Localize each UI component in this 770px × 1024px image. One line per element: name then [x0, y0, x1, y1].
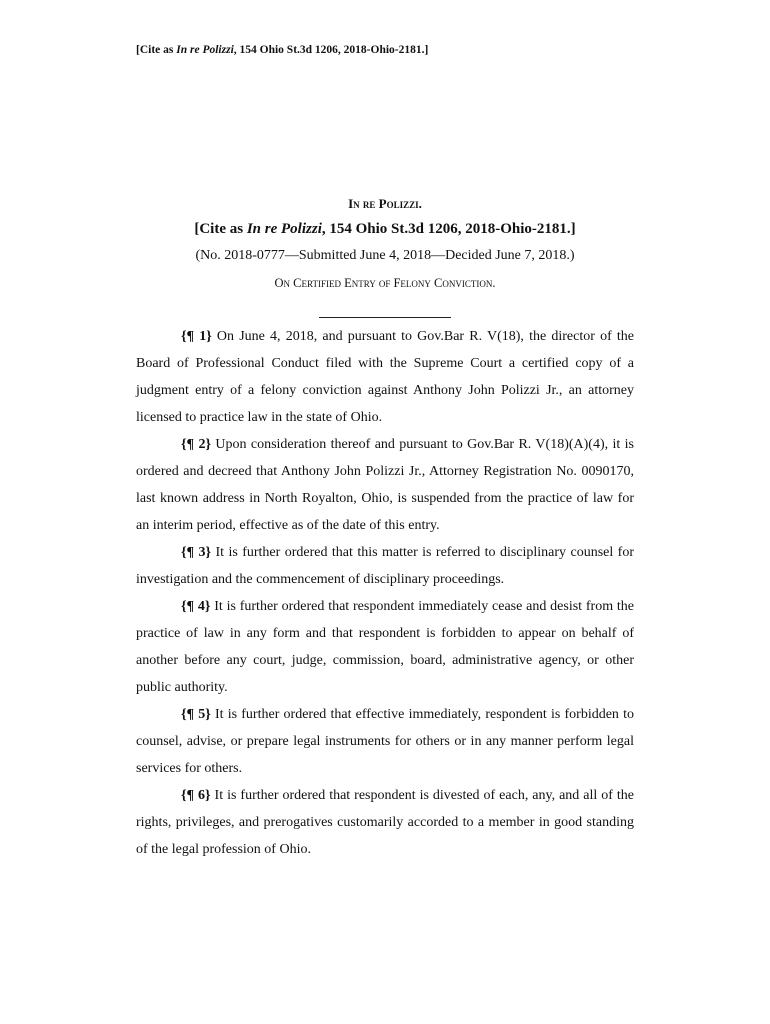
header-cite-suffix: , 154 Ohio St.3d 1206, 2018-Ohio-2181.]: [233, 44, 429, 56]
paragraph-4: [136, 593, 634, 701]
paragraph-text: It is further ordered that this matter is referred to disciplinary counsel for investigation and the commencement of disciplinary proceedings.: [136, 545, 635, 587]
citation-prefix: [Cite as: [194, 221, 247, 237]
citation-case: In re Polizzi: [246, 221, 322, 237]
paragraph-text: It is further ordered that effective immediately, respondent is forbidden to counsel, advise, or prepare legal instruments for others or in any manner perform legal services for others.: [136, 707, 635, 776]
separator-rule: [319, 317, 451, 318]
citation-suffix: , 154 Ohio St.3d 1206, 2018-Ohio-2181.]: [321, 221, 576, 237]
paragraph-3: [136, 539, 634, 593]
running-header: [136, 44, 428, 56]
paragraph-5: [136, 701, 634, 782]
paragraph-text: On June 4, 2018, and pursuant to Gov.Bar R. V(18), the director of the Board of Professional Conduct filed with the Supreme Court a certified copy of a judgment entry of a felony conviction against Anthony John Polizzi Jr., an attorney licensed to practice law in the state of Ohio.: [136, 329, 634, 425]
case-name: In re Polizzi.: [348, 196, 422, 211]
paragraph-number: {¶ 2}: [181, 437, 211, 452]
paragraph-2: [136, 431, 634, 539]
docket-line: (No. 2018-0777—Submitted June 4, 2018—Decided June 7, 2018.): [195, 248, 575, 263]
proceeding-line: On Certified Entry of Felony Conviction.: [274, 276, 496, 290]
paragraph-number: {¶ 3}: [181, 545, 212, 560]
title-block: [136, 192, 634, 318]
header-cite-case: In re Polizzi: [176, 44, 234, 56]
paragraph-number: {¶ 5}: [181, 707, 211, 722]
paragraph-number: {¶ 1}: [181, 329, 212, 344]
paragraph-6: [136, 782, 634, 863]
paragraph-text: It is further ordered that respondent is divested of each, any, and all of the rights, privileges, and prerogatives customarily accorded to a member in good standing of the legal profession of Ohio.: [136, 788, 634, 857]
citation-line: [136, 216, 634, 242]
paragraph-number: {¶ 4}: [181, 599, 211, 614]
paragraph-text: It is further ordered that respondent immediately cease and desist from the practice of law in any form and that respondent is forbidden to appear on behalf of another before any court, judge, commission, board, administrative agency, or other public authority.: [136, 599, 634, 695]
paragraph-1: [136, 323, 634, 431]
opinion-body: [136, 323, 634, 863]
paragraph-text: Upon consideration thereof and pursuant to Gov.Bar R. V(18)(A)(4), it is ordered and decreed that Anthony John Polizzi Jr., Attorney Registration No. 0090170, last known address in North Royalton, Ohio, is suspended from the practice of law for an interim period, effective as of the date of this entry.: [136, 437, 634, 533]
paragraph-number: {¶ 6}: [181, 788, 211, 803]
header-cite-prefix: [Cite as: [136, 44, 177, 56]
